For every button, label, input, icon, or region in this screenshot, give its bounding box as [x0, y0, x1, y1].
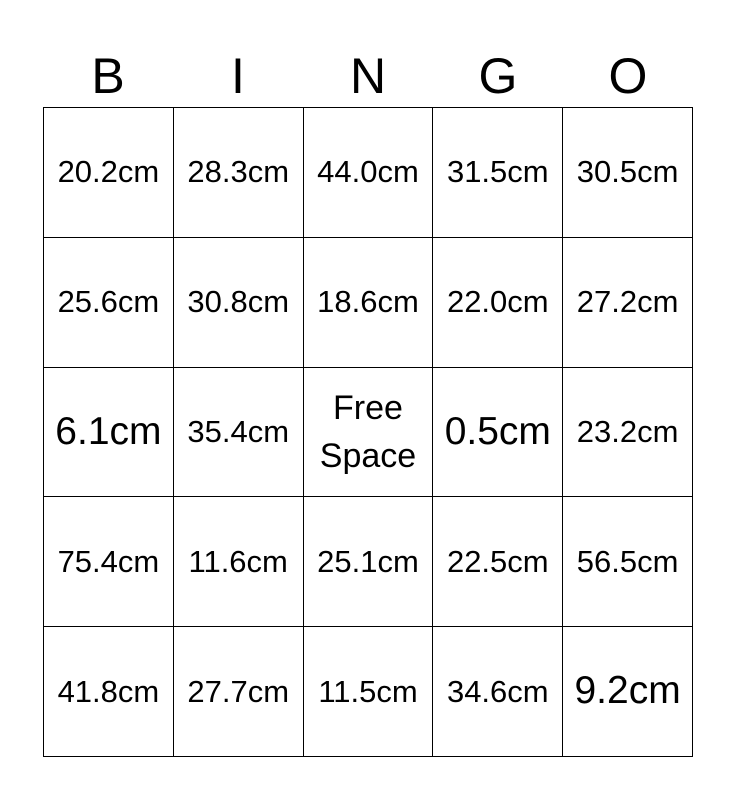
bingo-card-grid: [43, 107, 693, 757]
bingo-cell-r5-c3: 11.5cm: [304, 627, 434, 757]
bingo-cell-r1-c5: 30.5cm: [563, 108, 693, 238]
bingo-cell-r4-c4: 22.5cm: [433, 497, 563, 627]
bingo-header: [43, 48, 693, 104]
bingo-cell-r3-c5: 23.2cm: [563, 368, 693, 498]
bingo-cell-r3-c2: 35.4cm: [174, 368, 304, 498]
bingo-cell-r1-c1: 20.2cm: [44, 108, 174, 238]
header-letter-o: O: [608, 48, 648, 104]
bingo-cell-r5-c1: 41.8cm: [44, 627, 174, 757]
bingo-cell-r2-c5: 27.2cm: [563, 238, 693, 368]
bingo-cell-r5-c2: 27.7cm: [174, 627, 304, 757]
bingo-cell-r5-c4: 34.6cm: [433, 627, 563, 757]
bingo-cell-r3-c1: 6.1cm: [44, 368, 174, 498]
bingo-cell-r1-c2: 28.3cm: [174, 108, 304, 238]
header-letter-g: G: [478, 48, 518, 104]
header-letter-b: B: [91, 48, 125, 104]
bingo-cell-r3-c4: 0.5cm: [433, 368, 563, 498]
bingo-cell-r2-c3: 18.6cm: [304, 238, 434, 368]
bingo-cell-r1-c3: 44.0cm: [304, 108, 434, 238]
bingo-cell-r4-c1: 75.4cm: [44, 497, 174, 627]
header-letter-i: I: [231, 48, 245, 104]
header-letter-n: N: [349, 48, 387, 104]
bingo-cell-r1-c4: 31.5cm: [433, 108, 563, 238]
bingo-cell-r4-c3: 25.1cm: [304, 497, 434, 627]
bingo-cell-r2-c1: 25.6cm: [44, 238, 174, 368]
bingo-cell-r2-c4: 22.0cm: [433, 238, 563, 368]
bingo-cell-r4-c5: 56.5cm: [563, 497, 693, 627]
bingo-cell-r2-c2: 30.8cm: [174, 238, 304, 368]
bingo-cell-r5-c5: 9.2cm: [563, 627, 693, 757]
bingo-cell-r4-c2: 11.6cm: [174, 497, 304, 627]
free-space-cell: Free Space: [304, 368, 434, 498]
